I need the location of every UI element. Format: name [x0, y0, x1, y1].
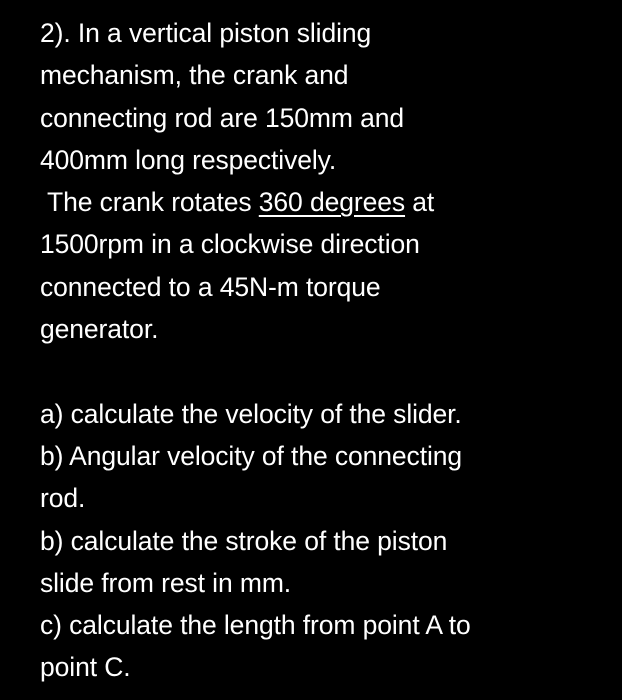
rotation-line	[40, 181, 615, 223]
rotation-text-after: at	[405, 187, 435, 218]
intro-line-2: mechanism, the crank and	[40, 60, 349, 91]
part-b2-line-1: b) calculate the stroke of the piston	[40, 525, 448, 556]
part-c-line-2: point C.	[40, 652, 131, 683]
part-b-line-1: b) Angular velocity of the connecting	[40, 440, 463, 471]
part-b-line-2: rod.	[40, 483, 86, 514]
rotation-text-before: The crank rotates	[47, 187, 259, 218]
rotation-degrees-underlined: 360 degrees	[258, 187, 406, 218]
part-b2-line-2: slide from rest in mm.	[40, 567, 292, 598]
continuation-line-2: connected to a 45N-m torque	[40, 271, 381, 302]
intro-line-1: 2). In a vertical piston sliding	[40, 18, 372, 48]
question-text	[40, 12, 615, 689]
part-a-line: a) calculate the velocity of the slider.	[40, 398, 462, 429]
paragraph-gap	[40, 350, 615, 392]
part-c-line-1: c) calculate the length from point A to	[40, 610, 471, 641]
intro-line-3: connecting rod are 150mm and	[40, 102, 405, 133]
intro-line-4: 400mm long respectively.	[40, 144, 337, 175]
continuation-line-3: generator.	[40, 314, 159, 345]
continuation-line-1: 1500rpm in a clockwise direction	[40, 229, 420, 260]
